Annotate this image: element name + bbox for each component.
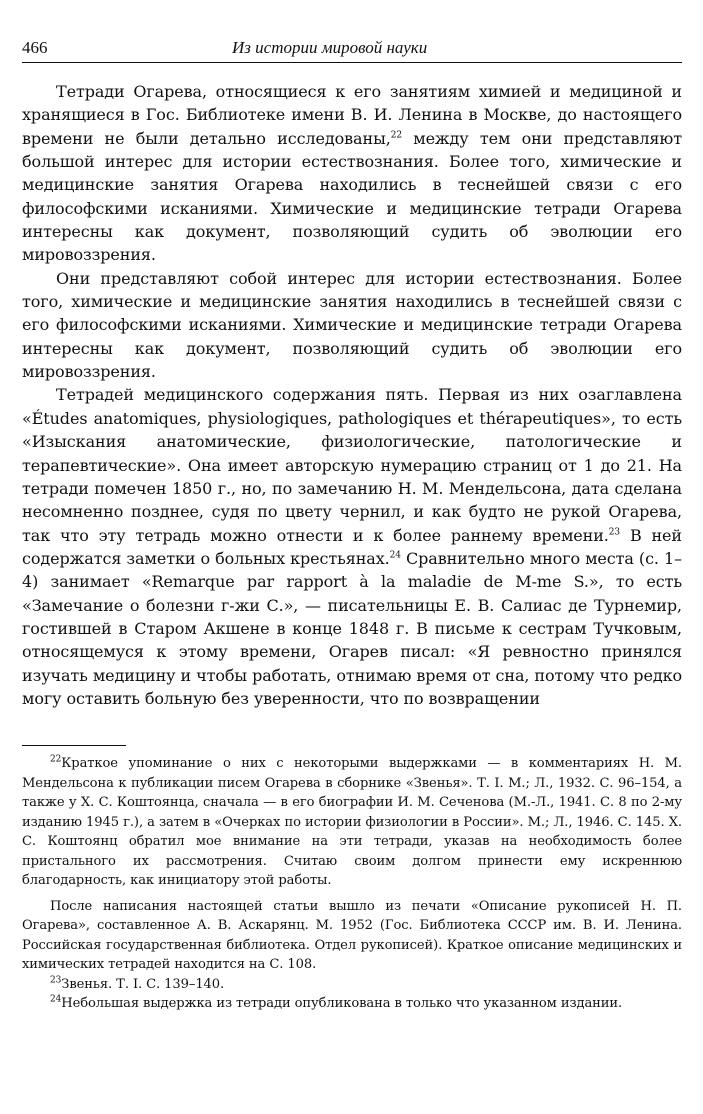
footnote-ref-23[interactable]: 23: [608, 527, 621, 538]
footnote-rule: [22, 745, 126, 746]
footnote-23-text: Звенья. Т. I. С. 139–140.: [61, 976, 225, 992]
footnote-23-number: 23: [50, 975, 62, 986]
paragraph-3-text: Тетрадей медицинского содержания пять. Первая из них озаглавлена «Études anatomiques, physiologiques, pathologiques et thérapeutiques», то есть «Изыскания анатомические, физиологические, патологические и терапевтические». Она имеет авторскую нумерацию страниц от 1 до 21. На тетради помечен 1850 г., но, по замечанию Н. М. Мендельсона, дата сделана несомненно позднее, судя по цвету чернил, и как будто не рукой Огарева, так что эту тетрадь можно отнести и к более раннему времени.: [22, 385, 682, 545]
page-number: 466: [22, 38, 48, 57]
footnote-24-text: Небольшая выдержка из тетради опубликована в только что указанном издании.: [61, 996, 623, 1011]
footnote-22-text: Краткое упоминание о них с некоторыми выдержками — в комментариях Н. М. Мендельсона к публикации писем Огарева в сборнике «Звенья». Т. I. М.; Л., 1932. С. 96–154, а также у Х. С. Коштоянца, сначала — в его биографии И. М. Сеченова (М.-Л., 1941. С. 8 по 2-му изданию 1945 г.), а затем в «Очерках по истории физиологии в России». М.; Л., 1946. С. 145. Х. С. Коштоянц обратил мое внимание на эти тетради, указав на необходимость более пристального их рассмотрения. Считаю своим долгом принести ему искреннюю благодарность, как инициатору этой работы.: [22, 756, 682, 888]
paragraph-3: [22, 383, 682, 710]
footnote-24-number: 24: [50, 994, 62, 1005]
footnote-24: [22, 994, 682, 1014]
paragraph-1-text: Тетради Огарева, относящиеся к его занятиям химией и медициной и хранящиеся в Гос. Библиотеке имени В. И. Ленина в Москве, до настоящего времени не были детально исследованы,: [22, 82, 682, 148]
footnote-ref-22[interactable]: 22: [390, 130, 402, 141]
running-title: Из истории мировой науки: [232, 38, 428, 57]
main-text: [22, 80, 682, 710]
footnotes: [22, 754, 682, 1014]
footnote-ref-24[interactable]: 24: [389, 550, 401, 561]
footnote-23: [22, 975, 682, 995]
footnote-22-number: 22: [50, 754, 62, 765]
footnote-22-continuation: После написания настоящей статьи вышло из печати «Описание рукописей Н. П. Огарева», составленное А. В. Аскарянц. М. 1952 (Гос. Библиотека СССР им. В. И. Ленина. Российская государственная библиотека. Отдел рукописей). Краткое описание медицинских и химических тетрадей находится на С. 108.: [22, 898, 682, 972]
paragraph-2: Они представляют собой интерес для истории естествознания. Более того, химические и медицинские занятия находились в теснейшей связи с его философскими исканиями. Химические и медицинские тетради Огарева интересны как документ, позволяющий судить об эволюции его мировоззрения.: [22, 268, 682, 382]
running-header: [22, 38, 682, 60]
paragraph-1: [22, 80, 682, 267]
paragraph-3-text-end: Сравнительно много места (с. 1–4) занимает «Remarque par rapport à la maladie de M-me S.», то есть «Замечание о болезни г-жи С.», — писательницы Е. В. Салиас де Турнемир, гостившей в Старом Акшене в конце 1848 г. В письме к сестрам Тучковым, относящемуся к этому времени, Огарев писал: «Я ревностно принялся изучать медицину и чтобы работать, отнимаю время от сна, потому что редко могу оставить больную без уверенности, что по возвращении: [22, 548, 682, 708]
paragraph-3-text-cont: В ней содержатся заметки о больных крестьянах.: [22, 525, 682, 568]
header-rule: [22, 62, 682, 63]
footnote-22: [22, 754, 682, 891]
paragraph-1-text-cont: между тем они представляют большой интерес для истории естествознания. Более того, химические и медицинские занятия Огарева находились в теснейшей связи с его философскими исканиями. Химические и медицинские тетради Огарева интересны как документ, позволяющий судить об эволюции его мировоззрения.: [22, 128, 682, 265]
